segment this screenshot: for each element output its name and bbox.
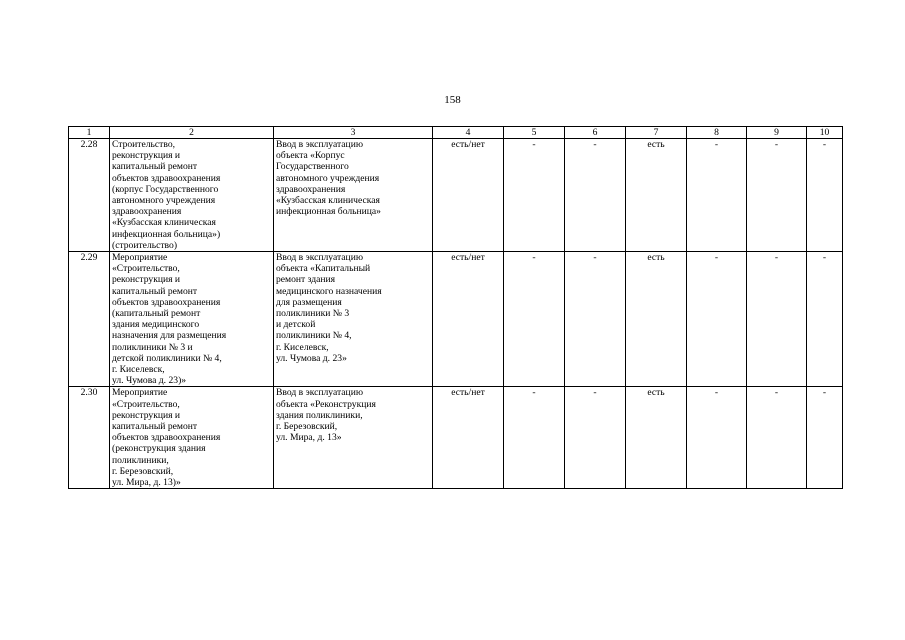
page-number: 158 <box>444 94 461 106</box>
value-cell: - <box>747 252 807 387</box>
event-line: Строительство, <box>112 139 176 150</box>
value-cell: - <box>504 387 565 489</box>
value-cell: - <box>687 387 747 489</box>
event-name-cell <box>110 139 274 252</box>
result-line: объекта «Капитальный <box>276 263 371 275</box>
value-cell: есть/нет <box>433 387 504 489</box>
indicators-table <box>68 126 843 489</box>
column-header: 10 <box>807 127 843 139</box>
value-cell: - <box>504 252 565 387</box>
result-line: инфекционная больница» <box>276 206 381 218</box>
table-row <box>69 387 843 489</box>
value-cell: есть <box>626 252 687 387</box>
value-cell: - <box>687 139 747 252</box>
event-line: (капитальный ремонт <box>112 308 201 320</box>
result-line: ремонт здания <box>276 274 336 286</box>
result-line: «Кузбасская клиническая <box>276 195 380 207</box>
event-line: реконструкция и <box>112 150 181 162</box>
column-header: 7 <box>626 127 687 139</box>
event-line: здания медицинского <box>112 319 200 331</box>
event-line: объектов здравоохранения <box>112 296 221 308</box>
event-line: поликлиники, <box>112 454 169 466</box>
result-line: г. Березовский, <box>276 421 338 433</box>
event-line: г. Березовский, <box>112 465 174 477</box>
result-cell <box>274 252 433 387</box>
value-cell: - <box>687 252 747 387</box>
column-header: 9 <box>747 127 807 139</box>
result-line: Ввод в эксплуатацию <box>276 387 363 399</box>
result-line: для размещения <box>276 296 342 308</box>
column-header: 1 <box>69 127 110 139</box>
value-cell: - <box>565 139 626 252</box>
event-line: (строительство) <box>112 239 178 251</box>
event-line: (корпус Государственного <box>112 183 219 195</box>
result-line: ул. Мира, д. 13» <box>276 432 342 444</box>
table-row <box>69 139 843 252</box>
result-line: ул. Чумова д. 23» <box>276 352 347 364</box>
result-line: здравоохранения <box>276 183 346 195</box>
result-line: здания поликлиники, <box>276 409 363 421</box>
event-line: капитальный ремонт <box>112 285 198 297</box>
value-cell: есть <box>626 139 687 252</box>
result-line: Государственного <box>276 161 349 173</box>
event-line: объектов здравоохранения <box>112 172 221 184</box>
event-line: Мероприятие <box>112 387 168 399</box>
result-line: г. Киселевск, <box>276 341 329 353</box>
event-line: (реконструкция здания <box>112 443 206 455</box>
event-line: реконструкция и <box>112 409 181 421</box>
column-header: 8 <box>687 127 747 139</box>
event-line: здравоохранения <box>112 206 182 218</box>
event-line: ул. Чумова д. 23)» <box>112 375 187 387</box>
result-cell <box>274 387 433 489</box>
header-row <box>69 127 843 139</box>
table-row <box>69 252 843 387</box>
event-line: Мероприятие <box>112 252 168 264</box>
result-line: и детской <box>276 319 316 331</box>
event-line: объектов здравоохранения <box>112 432 221 444</box>
event-line: инфекционная больница») <box>112 228 221 240</box>
result-line: поликлиники № 4, <box>276 330 352 342</box>
event-line: назначения для размещения <box>112 330 227 342</box>
column-header: 3 <box>274 127 433 139</box>
value-cell: - <box>807 139 843 252</box>
column-header: 2 <box>110 127 274 139</box>
event-name-cell <box>110 252 274 387</box>
column-header: 6 <box>565 127 626 139</box>
event-line: ул. Мира, д. 13)» <box>112 477 181 489</box>
event-line: детской поликлиники № 4, <box>112 352 222 364</box>
event-line: автономного учреждения <box>112 195 216 207</box>
event-line: «Кузбасская клиническая <box>112 217 216 229</box>
event-name-cell <box>110 387 274 489</box>
event-line: реконструкция и <box>112 274 181 286</box>
row-number: 2.28 <box>69 139 110 252</box>
value-cell: - <box>565 387 626 489</box>
column-header: 4 <box>433 127 504 139</box>
value-cell: - <box>807 387 843 489</box>
result-line: поликлиники № 3 <box>276 308 350 320</box>
value-cell: есть <box>626 387 687 489</box>
result-line: Ввод в эксплуатацию <box>276 252 363 264</box>
event-line: «Строительство, <box>112 398 180 410</box>
result-line: автономного учреждения <box>276 172 380 184</box>
value-cell: есть/нет <box>433 252 504 387</box>
row-number: 2.30 <box>69 387 110 489</box>
value-cell: - <box>565 252 626 387</box>
row-number: 2.29 <box>69 252 110 387</box>
result-line: объекта «Реконструкция <box>276 398 376 410</box>
value-cell: - <box>504 139 565 252</box>
event-line: капитальный ремонт <box>112 421 198 433</box>
result-cell <box>274 139 433 252</box>
result-line: медицинского назначения <box>276 285 382 297</box>
event-line: капитальный ремонт <box>112 161 198 173</box>
result-line: объекта «Корпус <box>276 150 345 162</box>
event-line: поликлиники № 3 и <box>112 341 193 353</box>
event-line: «Строительство, <box>112 263 180 275</box>
column-header: 5 <box>504 127 565 139</box>
value-cell: - <box>807 252 843 387</box>
value-cell: есть/нет <box>433 139 504 252</box>
result-line: Ввод в эксплуатацию <box>276 139 363 150</box>
value-cell: - <box>747 387 807 489</box>
value-cell: - <box>747 139 807 252</box>
event-line: г. Киселевск, <box>112 364 165 376</box>
